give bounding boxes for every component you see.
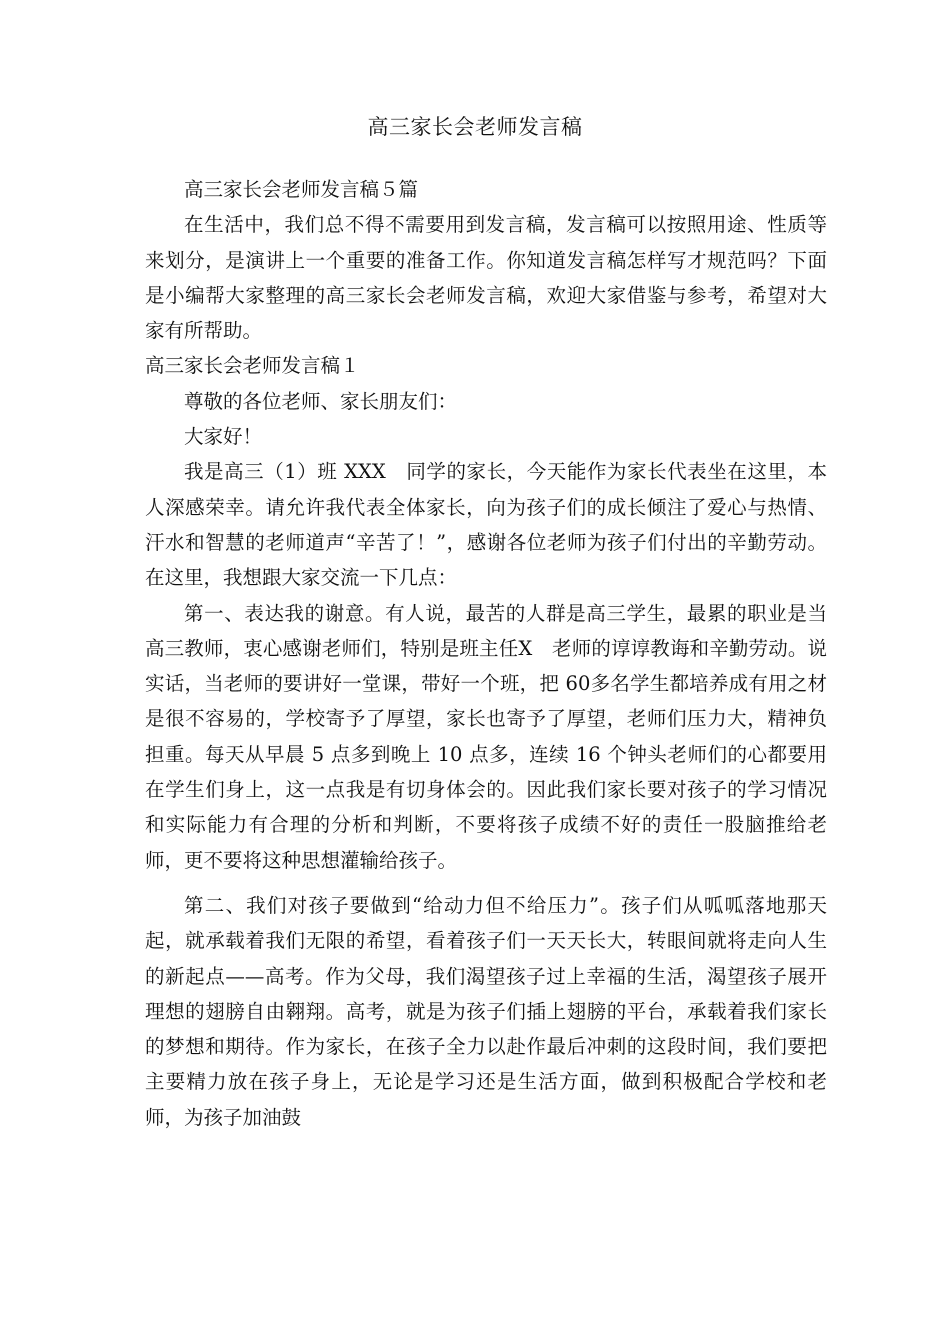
subtitle-paragraph: 高三家长会老师发言稿５篇	[184, 178, 419, 201]
section-heading: 高三家长会老师发言稿１	[145, 354, 360, 378]
document-title: 高三家长会老师发言稿	[367, 115, 583, 139]
greeting-paragraph: 大家好！	[184, 425, 263, 449]
document-body	[145, 172, 827, 1135]
salutation-paragraph: 尊敬的各位老师、家长朋友们：	[184, 389, 458, 413]
body-paragraph: 第一、表达我的谢意。有人说，最苦的人群是高三学生，最累的职业是当高三教师，衷心感谢老师们，特别是班主任X 老师的谆谆教诲和辛勤劳动。说实话，当老师的要讲好一堂课，带好一个班，把 60多名学生都培养成有用之材是很不容易的，学校寄予了厚望，家长也寄予了厚望，老师们压力大，精神负担重。每天从早晨 5 点多到晚上 10 点多，连续 16 个钟头老师们的心都要用在学生们身上，这一点我是有切身体会的。因此我们家长要对孩子的学习情况和实际能力有合理的分析和判断，不要将孩子成绩不好的责任一股脑推给老师，更不要将这种思想灌输给孩子。	[145, 601, 827, 872]
intro-paragraph: 在生活中，我们总不得不需要用到发言稿，发言稿可以按照用途、性质等来划分，是演讲上一个重要的准备工作。你知道发言稿怎样写才规范吗？下面是小编帮大家整理的高三家长会老师发言稿，欢迎大家借鉴与参考，希望对大家有所帮助。	[145, 213, 827, 343]
body-paragraph: 我是高三（1）班 XXX 同学的家长，今天能作为家长代表坐在这里，本人深感荣幸。请允许我代表全体家长，向为孩子们的成长倾注了爱心与热情、汗水和智慧的老师道声“辛苦了！”，感谢各位老师为孩子们付出的辛勤劳动。在这里，我想跟大家交流一下几点：	[145, 460, 827, 590]
body-paragraph: 第二、我们对孩子要做到“给动力但不给压力”。孩子们从呱呱落地那天起，就承载着我们无限的希望，看着孩子们一天天长大，转眼间就将走向人生的新起点——高考。作为父母，我们渴望孩子过上幸福的生活，渴望孩子展开理想的翅膀自由翱翔。高考，就是为孩子们插上翅膀的平台，承载着我们家长的梦想和期待。作为家长，在孩子全力以赴作最后冲刺的这段时间，我们要把主要精力放在孩子身上，无论是学习还是生活方面，做到积极配合学校和老师，为孩子加油鼓	[145, 893, 827, 1129]
